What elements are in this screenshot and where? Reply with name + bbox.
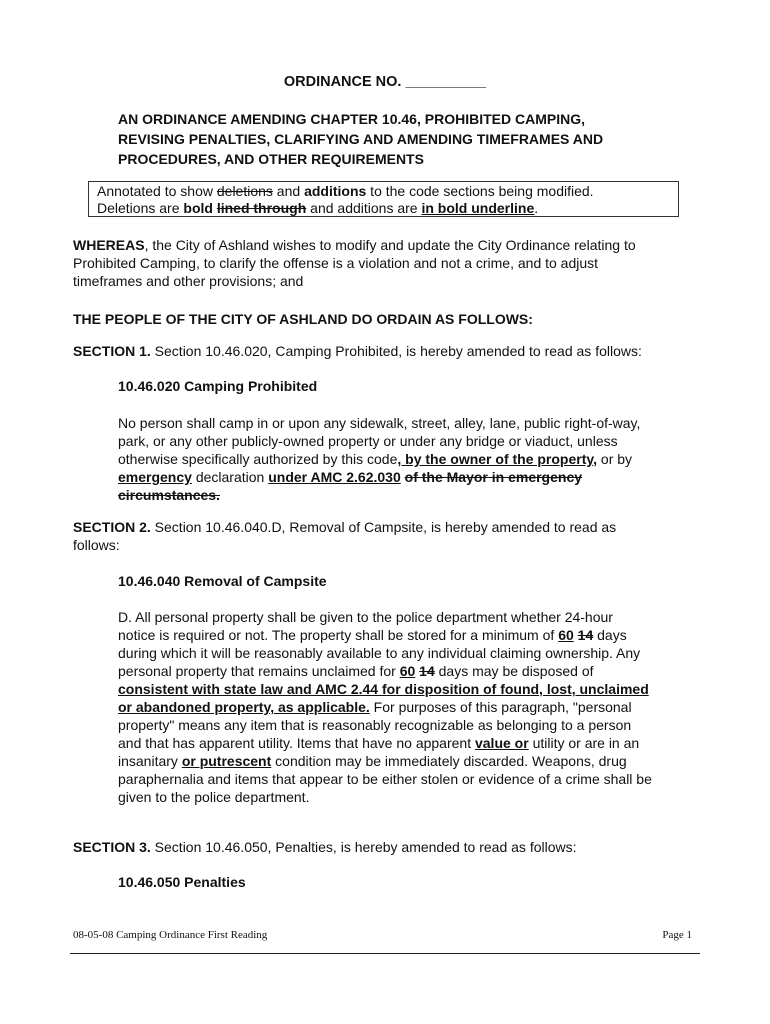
section-1-line: [118, 486, 698, 504]
annotation-box: [88, 181, 679, 217]
section-2-line: [118, 752, 698, 770]
body-text: For purposes of this paragraph, "personal: [369, 699, 632, 715]
section-2-label: SECTION 2.: [73, 519, 151, 535]
annotation-line-2: [97, 200, 670, 217]
body-text: otherwise specifically authorized by this code: [118, 451, 398, 467]
section-1-intro: [73, 343, 698, 359]
section-1-line: [118, 468, 698, 486]
body-text: personal property that remains unclaimed for: [118, 663, 400, 679]
section-2-line: [118, 734, 698, 752]
annotation-text: and additions are: [306, 200, 422, 216]
addition-text: under AMC 2.62.030: [268, 469, 401, 485]
section-2-body: [118, 608, 698, 806]
whereas-paragraph: [73, 236, 698, 290]
annotation-text: .: [534, 200, 539, 216]
addition-text: emergency: [118, 469, 192, 485]
section-2-line: during which it will be reasonably available to any individual claiming ownership. Any: [118, 645, 641, 661]
body-text: insanitary: [118, 753, 182, 769]
body-text: condition may be immediately discarded. Weapons, drug: [271, 753, 627, 769]
annotation-strike-sample: lined through: [216, 200, 307, 216]
section-2-line: D. All personal property shall be given to the police department whether 24-hour: [118, 609, 613, 625]
section-2-line: [118, 680, 698, 698]
footer-document-name: 08-05-08 Camping Ordinance First Reading: [73, 929, 268, 941]
body-text: or by: [597, 451, 633, 467]
annotation-text: Deletions are: [97, 200, 184, 216]
body-text: days may be disposed of: [434, 663, 594, 679]
body-text: utility or are in an: [528, 735, 640, 751]
deletion-text: 14: [419, 663, 435, 679]
footer-divider: [70, 953, 700, 954]
addition-text: or putrescent: [181, 753, 272, 769]
section-2-line: [118, 626, 698, 644]
section-1-subhead: 10.46.020 Camping Prohibited: [118, 378, 318, 394]
addition-text: 60: [558, 627, 574, 643]
section-2-subhead: 10.46.040 Removal of Campsite: [118, 573, 327, 589]
section-2-line: paraphernalia and items that appear to be either stolen or evidence of a crime shall be: [118, 771, 652, 787]
heading-line-2: REVISING PENALTIES, CLARIFYING AND AMENDING TIMEFRAMES AND: [118, 131, 604, 147]
ordain-statement: THE PEOPLE OF THE CITY OF ASHLAND DO ORDAIN AS FOLLOWS:: [73, 311, 533, 327]
whereas-line-1: [73, 236, 698, 254]
annotation-deletions-sample: deletions: [216, 183, 273, 199]
addition-text: or abandoned property, as applicable.: [118, 699, 370, 715]
section-3-subhead: 10.46.050 Penalties: [118, 874, 246, 890]
annotation-text: to the code sections being modified.: [366, 183, 594, 199]
section-2-intro: [73, 518, 698, 554]
heading-line-3: PROCEDURES, AND OTHER REQUIREMENTS: [118, 151, 424, 167]
section-2-text: Section 10.46.040.D, Removal of Campsite, is hereby amended to read as: [150, 519, 617, 535]
heading-line-1: AN ORDINANCE AMENDING CHAPTER 10.46, PROHIBITED CAMPING,: [118, 111, 585, 127]
section-2-line: [118, 662, 698, 680]
section-3-text: Section 10.46.050, Penalties, is hereby amended to read as follows:: [150, 839, 577, 855]
section-1-line: park, or any other publicly-owned property or under any bridge or viaduct, unless: [118, 433, 618, 449]
annotation-additions-sample: additions: [304, 183, 367, 199]
section-2-intro-line-2: follows:: [73, 537, 120, 553]
annotation-text: and: [272, 183, 305, 199]
ordinance-title-label: ORDINANCE NO.: [283, 74, 402, 90]
addition-text: consistent with state law and AMC 2.44 for disposition of found, lost, unclaimed: [118, 681, 649, 697]
whereas-text: , the City of Ashland wishes to modify and update the City Ordinance relating to: [144, 237, 636, 253]
section-1-line: [118, 450, 698, 468]
section-2-intro-line-1: [73, 518, 698, 536]
addition-text: 60: [399, 663, 416, 679]
addition-text: , by the owner of the property,: [397, 451, 598, 467]
deletion-text: 14: [577, 627, 594, 643]
footer-page-number: Page 1: [662, 929, 692, 941]
deletion-text: circumstances.: [118, 487, 220, 503]
whereas-line-3: timeframes and other provisions; and: [73, 273, 304, 289]
body-text: days: [593, 627, 627, 643]
annotation-underline-sample: in bold underline: [421, 200, 535, 216]
section-2-line: [118, 698, 698, 716]
body-text: declaration: [191, 469, 269, 485]
ordinance-title: [0, 74, 770, 90]
body-text: notice is required or not. The property shall be stored for a minimum of: [118, 627, 559, 643]
section-1-label: SECTION 1.: [73, 343, 151, 359]
section-1-text: Section 10.46.020, Camping Prohibited, is hereby amended to read as follows:: [150, 343, 642, 359]
annotation-bold-sample: bold: [183, 200, 217, 216]
ordinance-number-blank: __________: [405, 74, 487, 90]
section-1-line: No person shall camp in or upon any sidewalk, street, alley, lane, public right-of-way,: [118, 415, 641, 431]
section-1-body: [118, 414, 698, 504]
annotation-text: Annotated to show: [97, 183, 217, 199]
section-2-line: given to the police department.: [118, 789, 310, 805]
deletion-text: of the Mayor in emergency: [404, 469, 583, 485]
whereas-line-2: Prohibited Camping, to clarify the offense is a violation and not a crime, and to adjust: [73, 255, 599, 271]
annotation-line-1: [97, 183, 670, 200]
body-text: and that has apparent utility. Items that have no apparent: [118, 735, 475, 751]
section-3-label: SECTION 3.: [73, 839, 151, 855]
section-2-line: property" means any item that is reasonably recognizable as belonging to a person: [118, 717, 632, 733]
whereas-lead: WHEREAS: [73, 237, 145, 253]
section-3-intro: [73, 839, 698, 855]
ordinance-heading: [118, 109, 678, 169]
addition-text: value or: [474, 735, 529, 751]
